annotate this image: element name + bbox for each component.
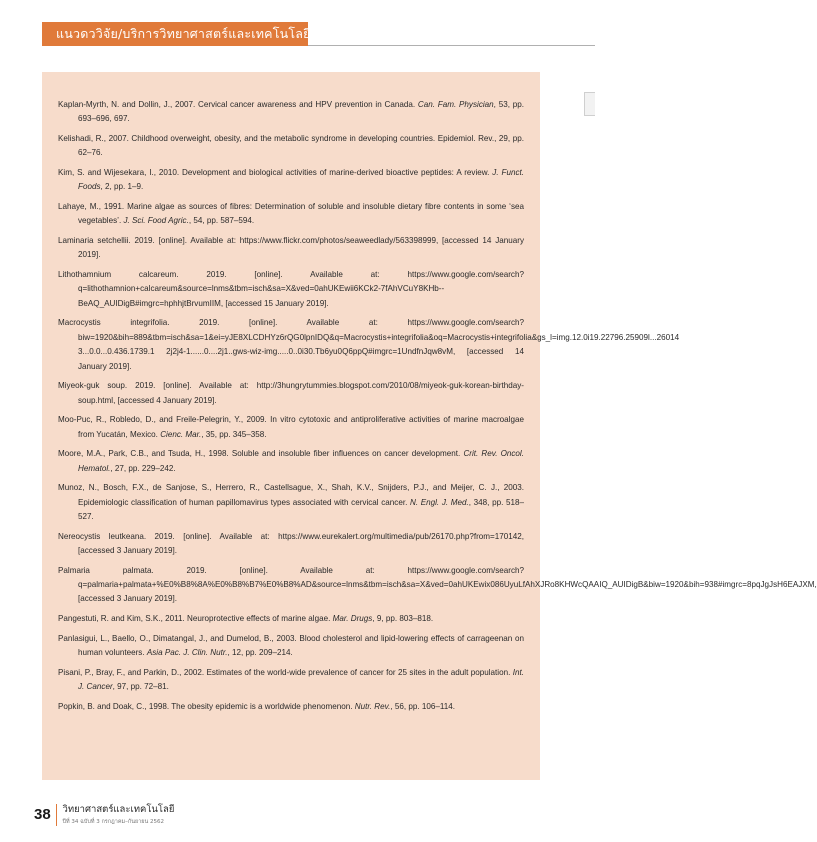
- reference-text: Moore, M.A., Park, C.B., and Tsuda, H., 1998. Soluble and insoluble fiber influences on cancer development.: [58, 449, 464, 459]
- reference-text: , 35, pp. 345–358.: [201, 429, 267, 439]
- reference-text: Lithothamnium calcareum. 2019. [online]. Available at: https://www.google.com/search?q=lithothamnion+calcareum&source=lnms&tbm=isch&sa=X&ved=0ahUKEwii6KCk2-7fAhVCuY8KHb--BeAQ_AUIDigB#imgrc=hphhjtBrvumIIM, [accessed 15 January 2019].: [58, 270, 524, 308]
- section-header-bar: [42, 22, 311, 46]
- reference-text: Nereocystis leutkeana. 2019. [online]. Available at: https://www.eurekalert.org/multimedia/pub/26170.php?from=170142, [accessed 3 January 2019].: [58, 531, 524, 556]
- reference-item: [58, 700, 524, 714]
- reference-item: [58, 447, 524, 476]
- reference-text: , 9, pp. 803–818.: [372, 614, 434, 624]
- reference-item: [58, 316, 680, 374]
- reference-text: Munoz, N., Bosch, F.X., de Sanjose, S., Herrero, R., Castellsague, X., Shah, K.V., Snijders, P.J., and Meijer, C. J., 2003. Epidemiologic classification of human papillomavirus types associated with cervical cancer.: [58, 483, 524, 507]
- reference-item: [58, 632, 524, 661]
- reference-item: [58, 98, 524, 127]
- reference-item: [58, 132, 524, 161]
- reference-journal: Asia Pac. J. Clin. Nutr.: [146, 648, 228, 658]
- reference-item: [58, 379, 524, 408]
- reference-journal: N. Engl. J. Med.: [409, 497, 469, 507]
- reference-journal: J. Funct. Foods: [78, 168, 524, 192]
- reference-list: [58, 98, 817, 719]
- reference-text: Laminaria setchellii. 2019. [online]. Available at: https://www.flickr.com/photos/seaweedlady/563398999, [accessed 14 January 2019].: [58, 236, 524, 260]
- header-divider: [308, 22, 595, 46]
- reference-item: [58, 268, 524, 311]
- journal-name: วิทยาศาสตร์และเทคโนโลยี: [62, 804, 175, 815]
- reference-text: Kelishadi, R., 2007. Childhood overweight, obesity, and the metabolic syndrome in developing countries. Epidemiol. Rev., 29, pp. 62–76.: [58, 134, 524, 158]
- reference-text: Pisani, P., Bray, F., and Parkin, D., 2002. Estimates of the world-wide prevalence of cancer for 25 sites in the adult population.: [58, 667, 513, 677]
- reference-text: , 56, pp. 106–114.: [390, 701, 455, 711]
- reference-item: [58, 530, 524, 559]
- footer-journal-info: [62, 802, 174, 826]
- reference-item: [58, 413, 524, 442]
- reference-item: [58, 666, 524, 695]
- reference-item: [58, 234, 524, 263]
- reference-text: Macrocystis integrifolia. 2019. [online]. Available at: https://www.google.com/search?biw=1920&bih=889&tbm=isch&sa=1&ei=yJE8XLCDHYz6rQG0lpnIDQ&q=Macrocystis+integrifolia&oq=Macrocystis+integrifolia&gs_l=img.12.0i19.22796.25909l...26014 3...0.0...0.436.1739.1 2j2j4-1......0....2j1..gws-wiz-img.....0..0i30.Tb6yu0Q6ppQ#imgrc=1UndfnJqw8vM, [accessed 14 January 2019].: [58, 318, 680, 371]
- reference-journal: Mar. Drugs: [332, 614, 373, 624]
- footer-divider: [56, 804, 57, 826]
- reference-item: [58, 481, 524, 524]
- reference-text: , 53, pp. 693–696, 697.: [78, 100, 525, 124]
- reference-item: [58, 612, 524, 626]
- reference-item: [58, 166, 524, 195]
- reference-text: Palmaria palmata. 2019. [online]. Available at: https://www.google.com/search?q=palmaria+palmata+%E0%B8%8A%E0%B8%B7%E0%B8%AD&source=lnms&tbm=isch&sa=X&ved=0ahUKEwix086UyuLfAhXJRo8KHWcQAAIQ_AUIDigB&biw=1920&bih=938#imgrc=8pqJgJsH6EAJXM, [accessed 3 January 2019].: [58, 565, 817, 604]
- page-edge-tab: [584, 92, 595, 116]
- page-footer: [34, 802, 174, 826]
- reference-journal: Can. Fam. Physician: [417, 100, 494, 109]
- reference-journal: Int. J. Cancer: [78, 667, 524, 692]
- reference-text: Moo-Puc, R., Robledo, D., and Freile-Pelegrin, Y., 2009. In vitro cytotoxic and antiproliferative activities of marine macroalgae from Yucatán, Mexico.: [58, 415, 524, 439]
- reference-text: Kaplan-Myrth, N. and Dollin, J., 2007. Cervical cancer awareness and HPV prevention in Canada.: [58, 100, 418, 109]
- reference-text: Popkin, B. and Doak, C., 1998. The obesity epidemic is a worldwide phenomenon.: [58, 701, 355, 711]
- reference-text: , 348, pp. 518–527.: [78, 497, 524, 522]
- reference-text: , 12, pp. 209–214.: [227, 648, 293, 658]
- section-title: แนวดววิจัย/บริการวิทยาศาสตร์และเทคโนโลยี: [56, 26, 311, 41]
- reference-journal: Cienc. Mar.: [160, 429, 202, 439]
- reference-journal: Crit. Rev. Oncol. Hematol.: [78, 449, 524, 473]
- reference-item: [58, 564, 817, 607]
- reference-text: Miyeok-guk soup. 2019. [online]. Available at: http://3hungrytummies.blogspot.com/2010/08/miyeok-guk-korean-birthday-soup.html, [accessed 4 January 2019].: [58, 381, 524, 405]
- reference-text: , 54, pp. 587–594.: [188, 216, 255, 226]
- reference-text: Kim, S. and Wijesekara, I., 2010. Development and biological activities of marine-derived bioactive peptides: A review.: [58, 168, 493, 177]
- reference-text: Pangestuti, R. and Kim, S.K., 2011. Neuroprotective effects of marine algae.: [58, 614, 333, 624]
- reference-text: , 97, pp. 72–81.: [112, 682, 169, 692]
- reference-item: [58, 200, 524, 229]
- reference-journal: J. Sci. Food Agric.: [123, 216, 189, 226]
- reference-text: , 2, pp. 1–9.: [100, 182, 144, 192]
- journal-issue: ปีที่ 34 ฉบับที่ 3 กรกฎาคม–กันยายน 2562: [62, 819, 165, 825]
- reference-text: , 27, pp. 229–242.: [110, 463, 176, 473]
- reference-text: Panlasigui, L., Baello, O., Dimatangal, J., and Dumelod, B., 2003. Blood cholesterol and lipid-lowering effects of carrageenan on human volunteers.: [58, 633, 524, 658]
- reference-text: Lahaye, M., 1991. Marine algae as sources of fibres: Determination of soluble and insoluble dietary fibre contents in some ‘sea vegetables’.: [58, 202, 524, 226]
- page-number: 38: [34, 806, 51, 823]
- reference-journal: Nutr. Rev.: [354, 701, 391, 711]
